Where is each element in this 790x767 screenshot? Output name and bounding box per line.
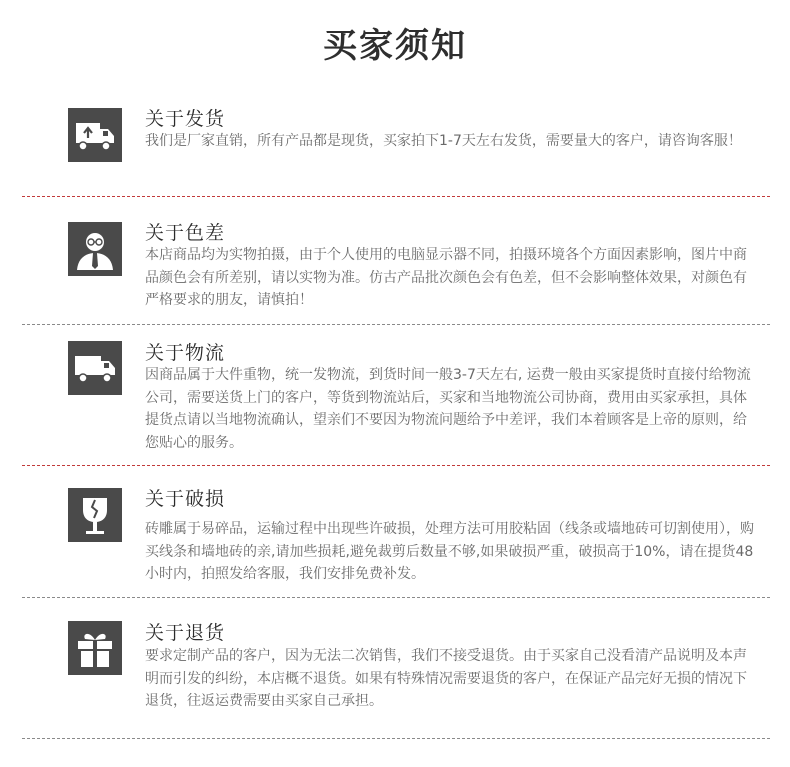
gift-box-icon	[68, 621, 122, 675]
section-title-logistics: 关于物流	[145, 342, 226, 364]
section-title-damage: 关于破损	[145, 488, 226, 510]
section-title-color: 关于色差	[145, 222, 226, 244]
page-title: 买家须知	[323, 26, 467, 66]
section-divider	[22, 324, 770, 325]
section-body-color: 本店商品均为实物拍摄，由于个人使用的电脑显示器不同，拍摄环境各个方面因素影响，图片中商品颜色会有所差别，请以实物为准。仿古产品批次颜色会有色差，但不会影响整体效果，对颜色有严格要求的朋友，请慎拍！	[145, 247, 747, 308]
section-body-damage: 砖雕属于易碎品，运输过程中出现些许破损，处理方法可用胶粘固（线条或墙地砖可切割使用），购买线条和墙地砖的亲,请加些损耗,避免裁剪后数量不够,如果破损严重，破损高于10%，请在提货48小时内，拍照发给客服，我们安排免费补发。	[145, 521, 754, 582]
section-title-shipping: 关于发货	[145, 108, 226, 130]
section-divider	[22, 196, 770, 197]
person-glasses-icon	[68, 222, 122, 276]
section-divider	[22, 597, 770, 598]
section-divider	[22, 465, 770, 466]
fragile-glass-icon	[68, 488, 122, 542]
section-body-logistics: 因商品属于大件重物，统一发物流，到货时间一般3-7天左右, 运费一般由买家提货时直接付给物流公司，需要送货上门的客户，等货到物流站后，买家和当地物流公司协商，费用由买家承担，具体提货点请以当地物流确认，望亲们不要因为物流问题给予中差评，我们本着顾客是上帝的原则，给您贴心的服务。	[145, 367, 751, 451]
section-divider	[22, 738, 770, 739]
delivery-truck-icon	[68, 108, 122, 162]
section-body-returns: 要求定制产品的客户，因为无法二次销售，我们不接受退货。由于买家自己没看清产品说明及本声明而引发的纠纷，本店概不退货。如果有特殊情况需要退货的客户，在保证产品完好无损的情况下退货，往返运费需要由买家自己承担。	[145, 648, 747, 709]
section-title-returns: 关于退货	[145, 622, 226, 644]
section-body-shipping: 我们是厂家直销，所有产品都是现货，买家拍下1-7天左右发货，需要量大的客户，请咨询客服！	[145, 133, 742, 149]
logistics-truck-icon	[68, 341, 122, 395]
